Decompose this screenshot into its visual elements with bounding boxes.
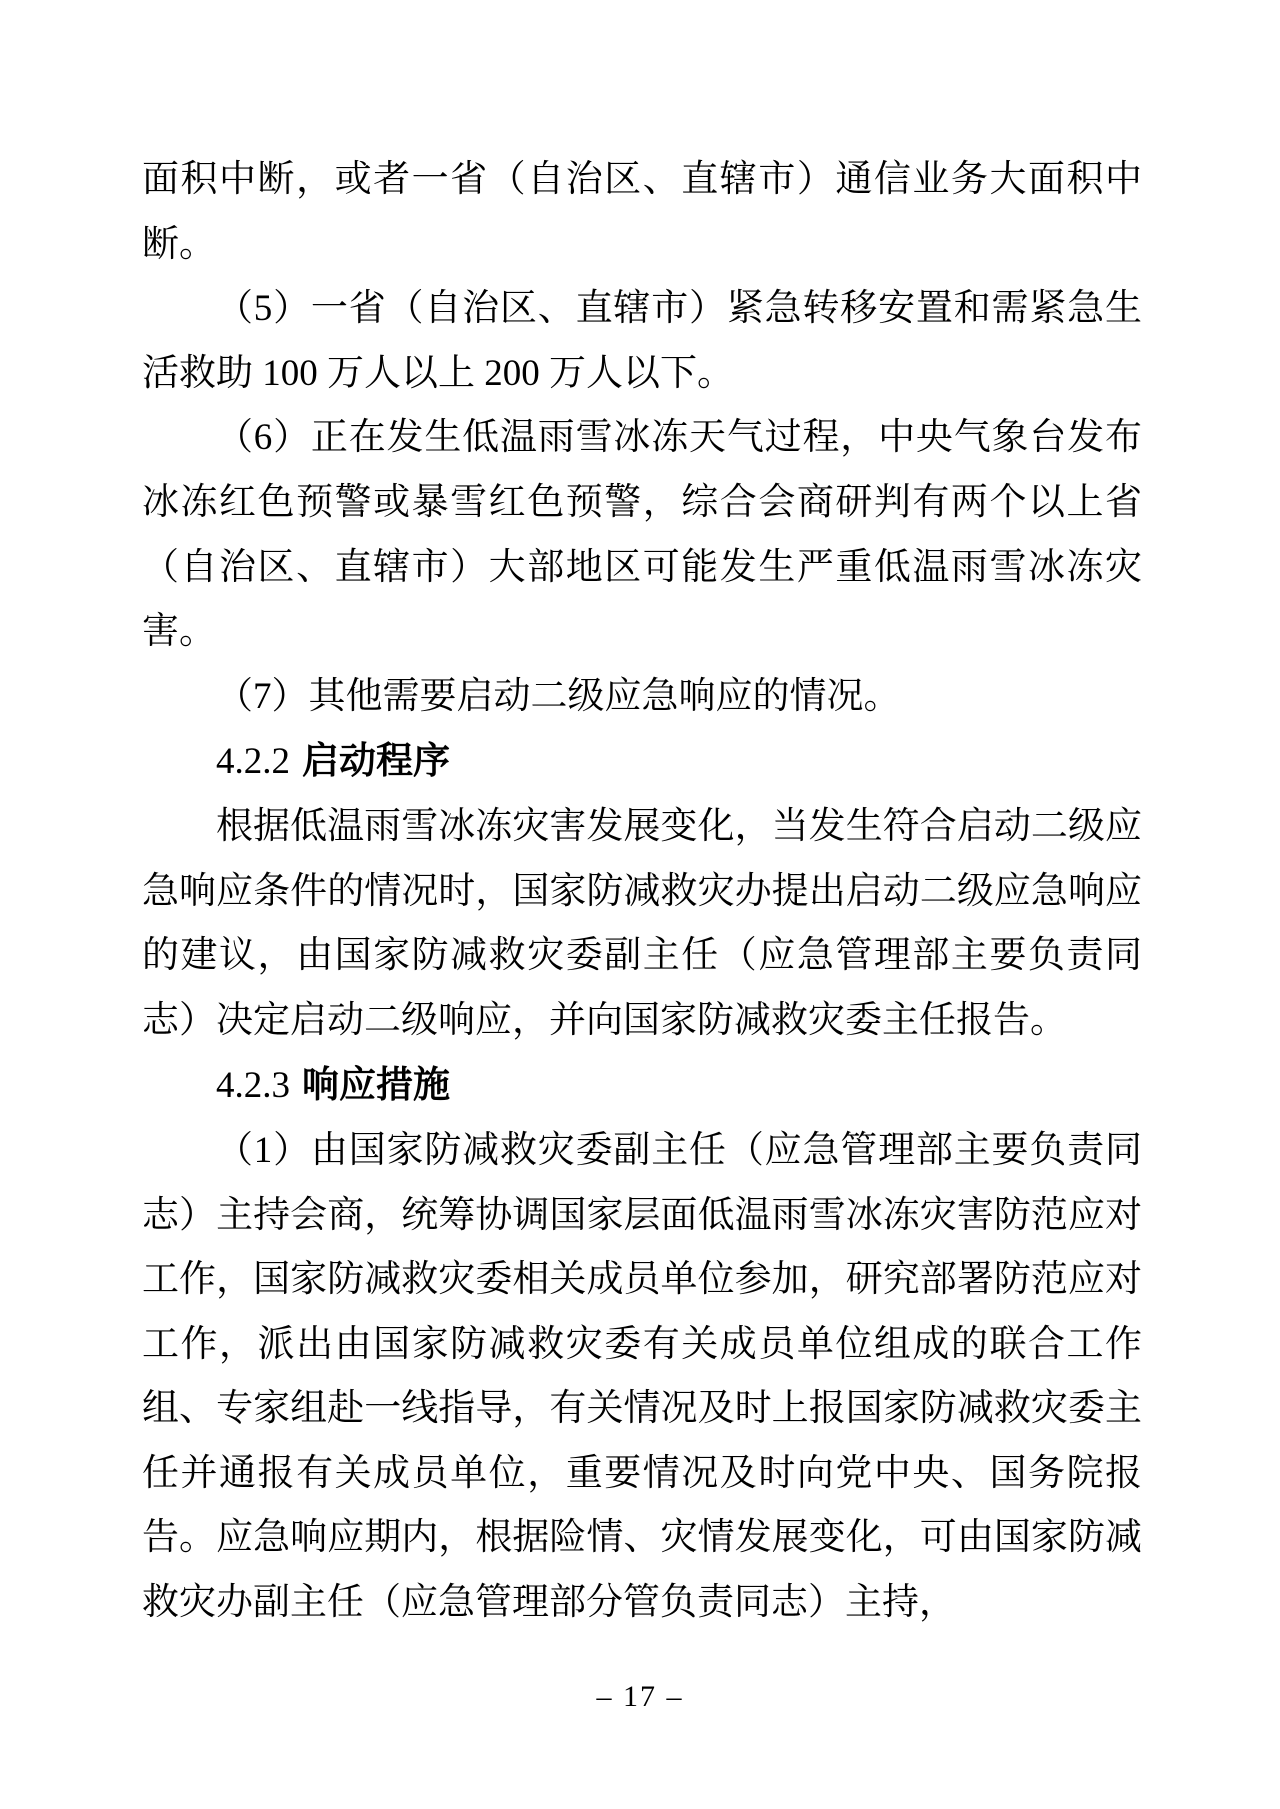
section-heading-4-2-3	[142, 1053, 1142, 1119]
page-footer	[0, 1680, 1280, 1714]
section-title: 启动程序	[302, 740, 450, 782]
paragraph-item-5: （5）一省（自治区、直辖市）紧急转移安置和需紧急生活救助 100 万人以上 200 万人以下。	[142, 288, 1142, 394]
section-number: 4.2.2	[216, 741, 290, 783]
paragraph-item-6: （6）正在发生低温雨雪冰冻天气过程，中央气象台发布冰冻红色预警或暴雪红色预警，综合会商研判有两个以上省（自治区、直辖市）大部地区可能发生严重低温雨雪冰冻灾害。	[142, 417, 1142, 653]
document-body	[142, 148, 1142, 1636]
paragraph-item-7: （7）其他需要启动二级应急响应的情况。	[216, 675, 901, 717]
page-number: – 17 –	[596, 1680, 684, 1713]
paragraph-startup-procedure: 根据低温雨雪冰冻灾害发展变化，当发生符合启动二级应急响应条件的情况时，国家防减救灾办提出启动二级应急响应的建议，由国家防减救灾委副主任（应急管理部主要负责同志）决定启动二级响应，并向国家防减救灾委主任报告。	[142, 805, 1142, 1041]
paragraph-response-measure-1: （1）由国家防减救灾委副主任（应急管理部主要负责同志）主持会商，统筹协调国家层面低温雨雪冰冻灾害防范应对工作，国家防减救灾委相关成员单位参加，研究部署防范应对工作，派出由国家防减救灾委有关成员单位组成的联合工作组、专家组赴一线指导，有关情况及时上报国家防减救灾委主任并通报有关成员单位，重要情况及时向党中央、国务院报告。应急响应期内，根据险情、灾情发展变化，可由国家防减救灾办副主任（应急管理部分管负责同志）主持，	[142, 1129, 1142, 1624]
section-heading-4-2-2	[142, 729, 1142, 795]
paragraph-continuation: 面积中断，或者一省（自治区、直辖市）通信业务大面积中断。	[142, 159, 1142, 265]
section-number: 4.2.3	[216, 1065, 290, 1107]
section-title: 响应措施	[302, 1064, 450, 1106]
